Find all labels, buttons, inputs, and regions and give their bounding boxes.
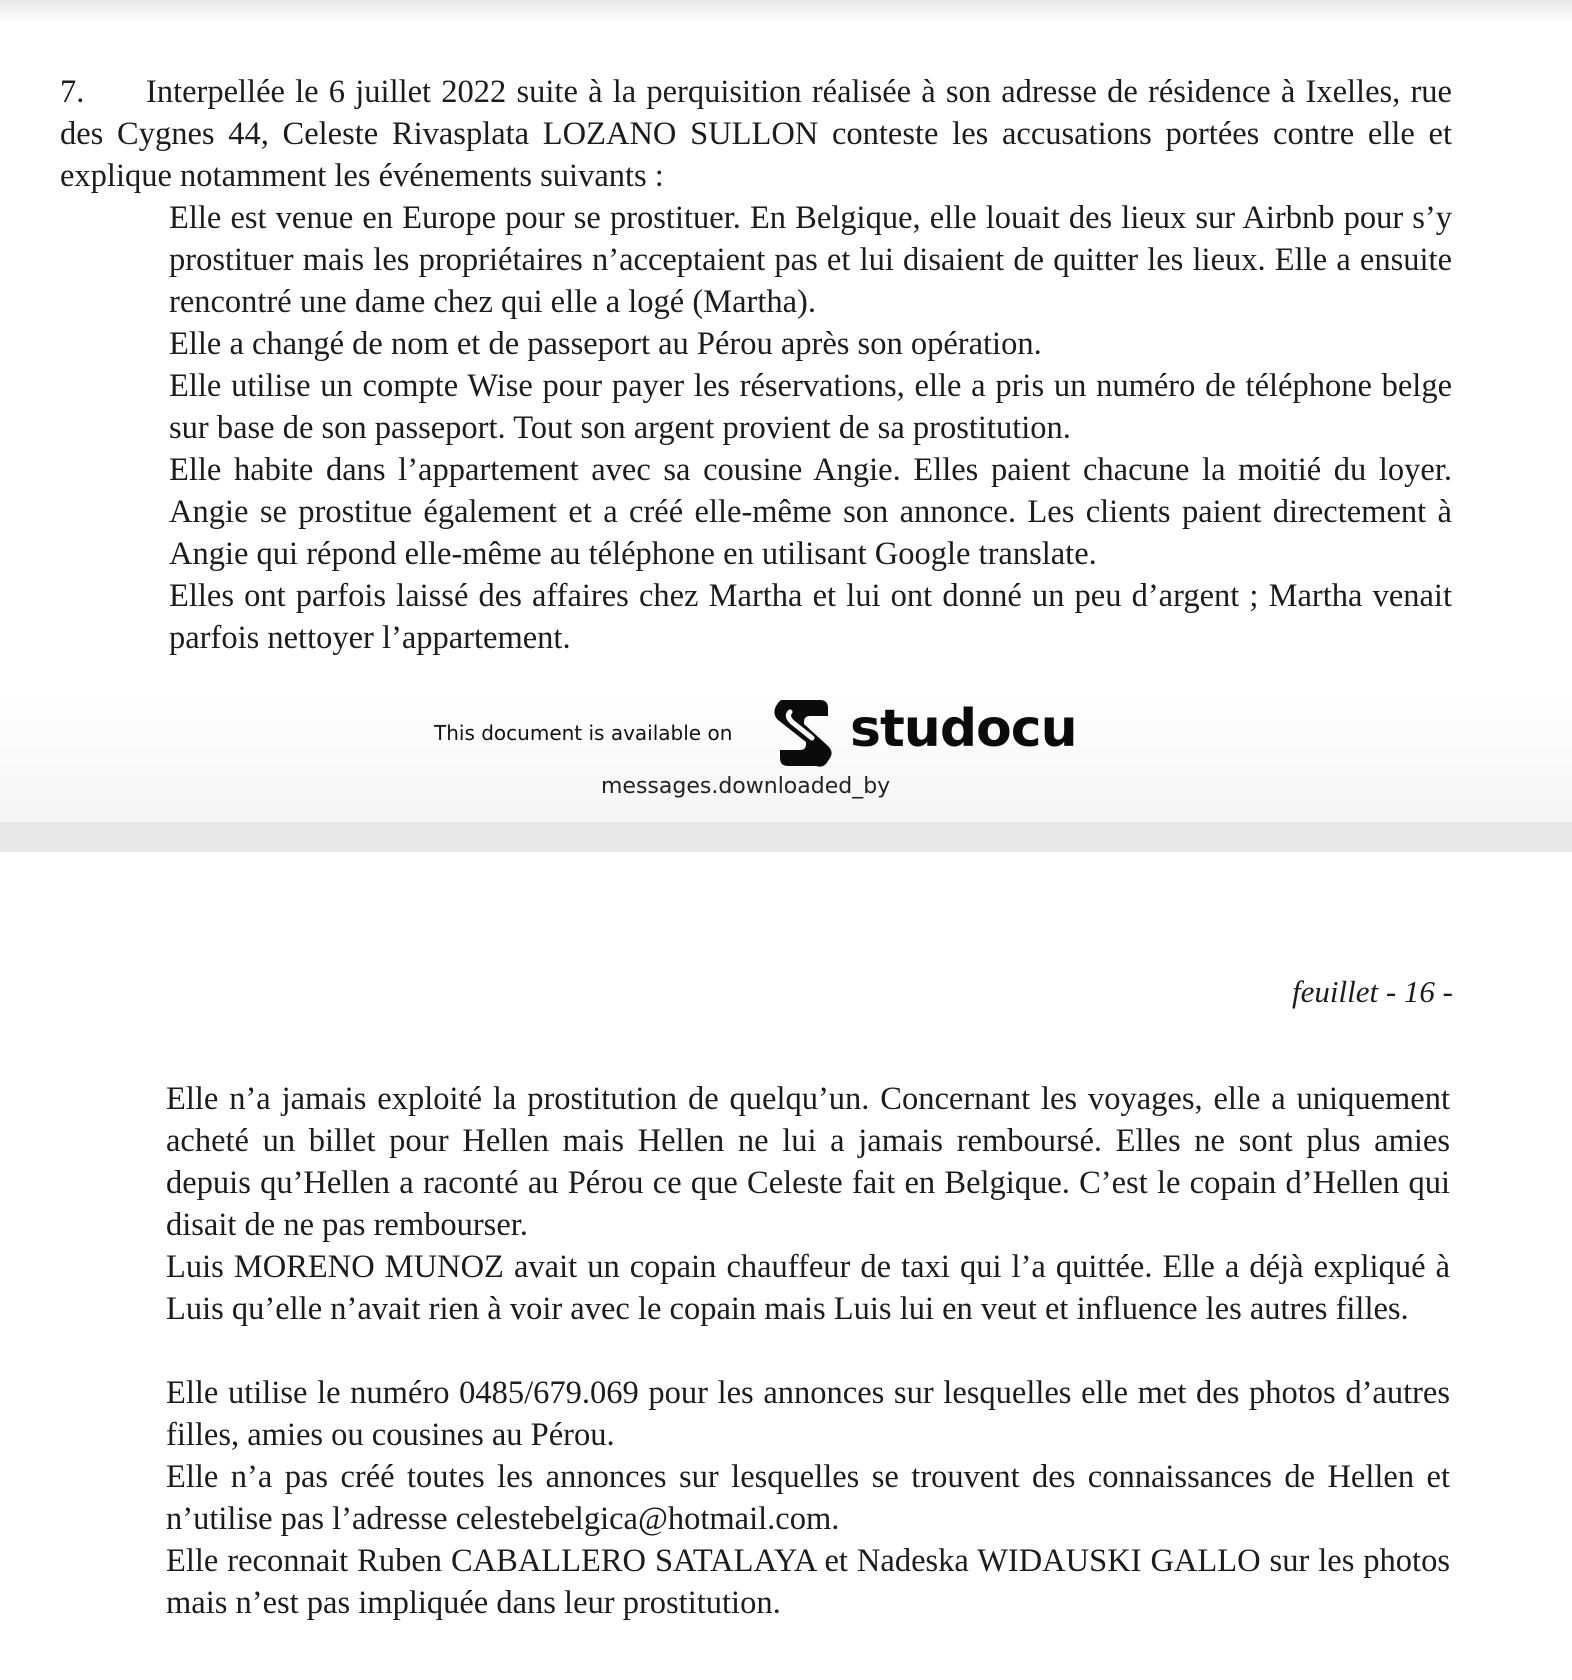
statement-9: Elle n’a pas créé toutes les annonces sur lesquelles se trouvent des connaissances de Hellen et n’utilise pas l’adresse celestebelgica@hotmail.com.	[166, 1459, 1450, 1537]
statement-6: Elle n’a jamais exploité la prostitution de quelqu’un. Concernant les voyages, elle a uniquement acheté un billet pour Hellen mais Hellen ne lui a jamais remboursé. Elles ne sont plus amies depuis qu’Hellen a raconté au Pérou ce que Celeste fait en Belgique. C’est le copain d’Hellen qui disait de ne pas rembourser.	[166, 1081, 1450, 1243]
statement-5: Elles ont parfois laissé des affaires chez Martha et lui ont donné un peu d’argent ; Martha venait parfois nettoyer l’appartement.	[169, 578, 1452, 656]
statement-10: Elle reconnait Ruben CABALLERO SATALAYA et Nadeska WIDAUSKI GALLO sur les photos mais n’est pas impliquée dans leur prostitution.	[166, 1543, 1450, 1621]
paragraph-number: 7.	[60, 74, 85, 110]
paragraph-7	[60, 71, 1452, 197]
available-on-text: This document is available on	[434, 721, 733, 745]
paragraph-7-text: Interpellée le 6 juillet 2022 suite à la perquisition réalisée à son adresse de résidence à Ixelles, rue des Cygnes 44, Celeste Rivasplata LOZANO SULLON conteste les accusations portées contre elle et explique notamment les événements suivants :	[60, 74, 1452, 194]
statement-3: Elle utilise un compte Wise pour payer les réservations, elle a pris un numéro de téléphone belge sur base de son passeport. Tout son argent provient de sa prostitution.	[169, 368, 1452, 446]
studocu-brand: studocu	[850, 699, 1077, 759]
downloaded-by-text: messages.downloaded_by	[601, 774, 891, 799]
studocu-logo-icon	[768, 694, 840, 768]
statement-2: Elle a changé de nom et de passeport au Pérou après son opération.	[169, 326, 1042, 362]
statement-4: Elle habite dans l’appartement avec sa cousine Angie. Elles paient chacune la moitié du loyer. Angie se prostitue également et a créé elle-même son annonce. Les clients paient directement à Angie qui répond elle-même au téléphone en utilisant Google translate.	[169, 452, 1452, 572]
sheet-number: feuillet - 16 -	[1292, 974, 1453, 1009]
statement-7: Luis MORENO MUNOZ avait un copain chauffeur de taxi qui l’a quittée. Elle a déjà expliqué à Luis qu’elle n’avait rien à voir avec le copain mais Luis lui en veut et influence les autres filles.	[166, 1249, 1450, 1327]
statement-8: Elle utilise le numéro 0485/679.069 pour les annonces sur lesquelles elle met des photos d’autres filles, amies ou cousines au Pérou.	[166, 1375, 1450, 1453]
statement-1: Elle est venue en Europe pour se prostituer. En Belgique, elle louait des lieux sur Airbnb pour s’y prostituer mais les propriétaires n’acceptaient pas et lui disaient de quitter les lieux. Elle a ensuite rencontré une dame chez qui elle a logé (Martha).	[169, 200, 1452, 320]
page-separator	[0, 822, 1572, 852]
